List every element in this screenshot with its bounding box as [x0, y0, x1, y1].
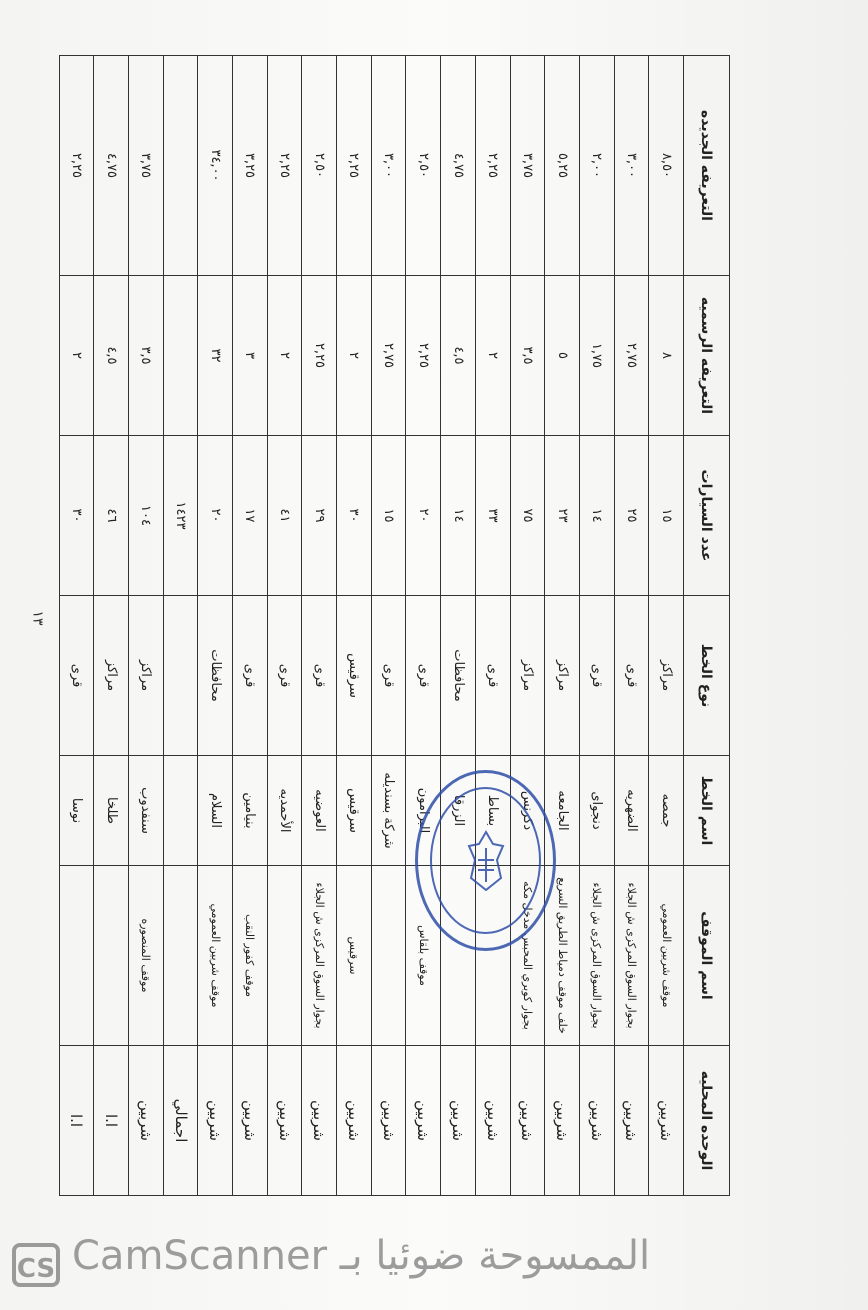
cell-line: سرقيس [337, 756, 372, 866]
cell-cars: ٤٦ [94, 436, 129, 596]
cell-unit: شربين [475, 1046, 510, 1196]
cell-stop: موقف بلقاس [406, 866, 441, 1046]
cell-newfare: ٢,٢٥ [475, 56, 510, 276]
cell-unit: ا.ا [59, 1046, 94, 1196]
cell-stop [59, 866, 94, 1046]
cell-cars: ٢٥ [614, 436, 649, 596]
cell-official: ٣,٥ [510, 276, 545, 436]
cell-type: قرى [475, 596, 510, 756]
cell-line: دنجواى [579, 756, 614, 866]
cell-line: نوسا [59, 756, 94, 866]
eagle-emblem-icon [463, 826, 509, 896]
cell-stop [267, 866, 302, 1046]
cell-line: السلام [198, 756, 233, 866]
cell-unit: شربين [267, 1046, 302, 1196]
cell-newfare: ٣,٢٥ [233, 56, 268, 276]
cell-official: ٢,٧٥ [614, 276, 649, 436]
camscanner-text: الممسوحة ضوئيا بـ CamScanner [72, 1233, 651, 1279]
cell-official: ٣,٥ [129, 276, 164, 436]
cell-line: بنيامين [233, 756, 268, 866]
cell-official: ٣٢ [198, 276, 233, 436]
cell-newfare: ٣,٧٥ [129, 56, 164, 276]
cell-stop: بجوار السوق المركزى ش الجلاء [614, 866, 649, 1046]
cell-type: مراكز [94, 596, 129, 756]
cell-type: محافظات [441, 596, 476, 756]
table-row [371, 56, 406, 1196]
cell-official: ٢,٢٥ [302, 276, 337, 436]
cell-newfare: ٢,٥٠ [406, 56, 441, 276]
cell-cars: ١٧ [233, 436, 268, 596]
cell-type: مراكز [545, 596, 580, 756]
cell-newfare: ٨,٥٠ [649, 56, 684, 276]
table-row [441, 56, 476, 1196]
cell-newfare: ٤,٧٥ [441, 56, 476, 276]
table-row [233, 56, 268, 1196]
page-number: ١٣ [29, 610, 46, 626]
table-row [59, 56, 94, 1196]
cell-newfare: ٢,٠٠ [579, 56, 614, 276]
fare-table [59, 55, 730, 1196]
cell-cars: ٣٣ [475, 436, 510, 596]
table-row [406, 56, 441, 1196]
cell-line: طلخا [94, 756, 129, 866]
cell-line: سنفدوب [129, 756, 164, 866]
cell-newfare: ٢,٢٥ [267, 56, 302, 276]
cell-newfare [163, 56, 198, 276]
table-row [267, 56, 302, 1196]
cell-stop: خلف موقف دمياط الطريق السريع [545, 866, 580, 1046]
cell-cars: ١٥ [371, 436, 406, 596]
header-line: اسم الخط [684, 756, 730, 866]
header-newfare: التعريفه الجديده [684, 56, 730, 276]
cell-newfare: ٣,٧٥ [510, 56, 545, 276]
cell-unit: شربين [579, 1046, 614, 1196]
cell-official: ٥ [545, 276, 580, 436]
cell-type: مراكز [649, 596, 684, 756]
cell-cars: ٢٩ [302, 436, 337, 596]
cell-line: الضهريه [614, 756, 649, 866]
table-row [475, 56, 510, 1196]
cell-type: محافظات [198, 596, 233, 756]
cell-official: ٢ [337, 276, 372, 436]
cell-unit: شربين [441, 1046, 476, 1196]
cell-stop: موقف شربين العمومي [649, 866, 684, 1046]
cell-official: ٤,٥ [94, 276, 129, 436]
cell-newfare: ٢,٢٥ [337, 56, 372, 276]
cell-official: ٣ [233, 276, 268, 436]
cell-unit: شربين [302, 1046, 337, 1196]
cell-type: قرى [302, 596, 337, 756]
table-row [129, 56, 164, 1196]
cell-unit: شربين [371, 1046, 406, 1196]
cell-newfare: ٥,٢٥ [545, 56, 580, 276]
cell-official: ٢ [475, 276, 510, 436]
table-row [163, 56, 198, 1196]
cell-stop: بجوار كوبري المحبس مدخل مكه [510, 866, 545, 1046]
cell-newfare: ٣,٠٠ [614, 56, 649, 276]
cell-official: ٤,٥ [441, 276, 476, 436]
cell-line: جمصه [649, 756, 684, 866]
cell-stop [371, 866, 406, 1046]
camscanner-footer [0, 1225, 868, 1295]
fare-table-rotated [60, 55, 730, 1195]
cell-unit: شربين [406, 1046, 441, 1196]
cell-stop: سرقيس [337, 866, 372, 1046]
table-row [94, 56, 129, 1196]
cell-unit: شربين [198, 1046, 233, 1196]
cell-line: بساط [475, 756, 510, 866]
cell-official: ١,٧٥ [579, 276, 614, 436]
header-row [684, 56, 730, 1196]
cell-type: قرى [267, 596, 302, 756]
cell-cars: ٢٣ [545, 436, 580, 596]
table-row [579, 56, 614, 1196]
table-row [649, 56, 684, 1196]
cell-unit: ا.ا [94, 1046, 129, 1196]
cell-newfare: ٣,٠٠ [371, 56, 406, 276]
camscanner-logo-icon: CS [12, 1243, 60, 1287]
cell-newfare: ٢,٥٠ [302, 56, 337, 276]
cell-line: البرامون [406, 756, 441, 866]
cell-cars: ٣٠ [59, 436, 94, 596]
cell-type: قرى [406, 596, 441, 756]
cell-cars: ١٠٤ [129, 436, 164, 596]
official-seal [415, 770, 556, 951]
cell-line: الزرقا [441, 756, 476, 866]
cell-type: مراكز [129, 596, 164, 756]
cell-cars: ٤١ [267, 436, 302, 596]
cell-unit: شربين [545, 1046, 580, 1196]
header-stop: اسم الموقف [684, 866, 730, 1046]
cell-type: مراكز [510, 596, 545, 756]
cell-cars: ١٥ [649, 436, 684, 596]
table-row [302, 56, 337, 1196]
cell-official: ٢,٧٥ [371, 276, 406, 436]
header-unit: الوحده المحليه [684, 1046, 730, 1196]
cell-line: شركة بسنديله [371, 756, 406, 866]
cell-cars: ١٤٢٣ [163, 436, 198, 596]
cell-official: ٢ [59, 276, 94, 436]
table-row [614, 56, 649, 1196]
cell-type: قرى [233, 596, 268, 756]
cell-newfare: ٢,٢٥ [59, 56, 94, 276]
cell-stop: موقف شربين العمومي [198, 866, 233, 1046]
table-row [545, 56, 580, 1196]
cell-cars: ١٤ [579, 436, 614, 596]
cell-type: قرى [579, 596, 614, 756]
cell-unit: اجمالي [163, 1046, 198, 1196]
cell-cars: ٣٠ [337, 436, 372, 596]
cell-cars: ٢٠ [406, 436, 441, 596]
cell-line: الأحمديه [267, 756, 302, 866]
cell-official: ٢,٢٥ [406, 276, 441, 436]
table-body [59, 56, 683, 1196]
cell-type [163, 596, 198, 756]
cell-line: الجامعه [545, 756, 580, 866]
cell-stop [94, 866, 129, 1046]
cell-type: قرى [614, 596, 649, 756]
cell-stop [163, 866, 198, 1046]
cell-type: قرى [371, 596, 406, 756]
cell-cars: ١٤ [441, 436, 476, 596]
cell-unit: شربين [614, 1046, 649, 1196]
cell-line [163, 756, 198, 866]
cell-newfare: ٤,٧٥ [94, 56, 129, 276]
cell-cars: ٢٠ [198, 436, 233, 596]
table-row [198, 56, 233, 1196]
cell-type: سرقيس [337, 596, 372, 756]
cell-cars: ٧٥ [510, 436, 545, 596]
table-row [337, 56, 372, 1196]
cell-unit: شربين [649, 1046, 684, 1196]
cell-official: ٨ [649, 276, 684, 436]
header-type: نوع الخط [684, 596, 730, 756]
cell-newfare: ٣٤,٠٠ [198, 56, 233, 276]
cell-unit: شربين [233, 1046, 268, 1196]
cell-unit: شربين [129, 1046, 164, 1196]
cell-line: العوضيه [302, 756, 337, 866]
header-cars: عدد السيارات [684, 436, 730, 596]
cell-stop: موقف المنصوره [129, 866, 164, 1046]
cell-type: قرى [59, 596, 94, 756]
cell-stop: بجوار السوق المركزى ش الجلاء [302, 866, 337, 1046]
cell-stop: موقف كفور النقب [233, 866, 268, 1046]
cell-official: ٢ [267, 276, 302, 436]
cell-official [163, 276, 198, 436]
header-official: التعريفه الرسميه [684, 276, 730, 436]
cell-stop: بجوار السوق المركزى ش الجلاء [579, 866, 614, 1046]
cell-unit: شربين [510, 1046, 545, 1196]
table-row [510, 56, 545, 1196]
cell-line: دكرنس [510, 756, 545, 866]
cell-unit: شربين [337, 1046, 372, 1196]
